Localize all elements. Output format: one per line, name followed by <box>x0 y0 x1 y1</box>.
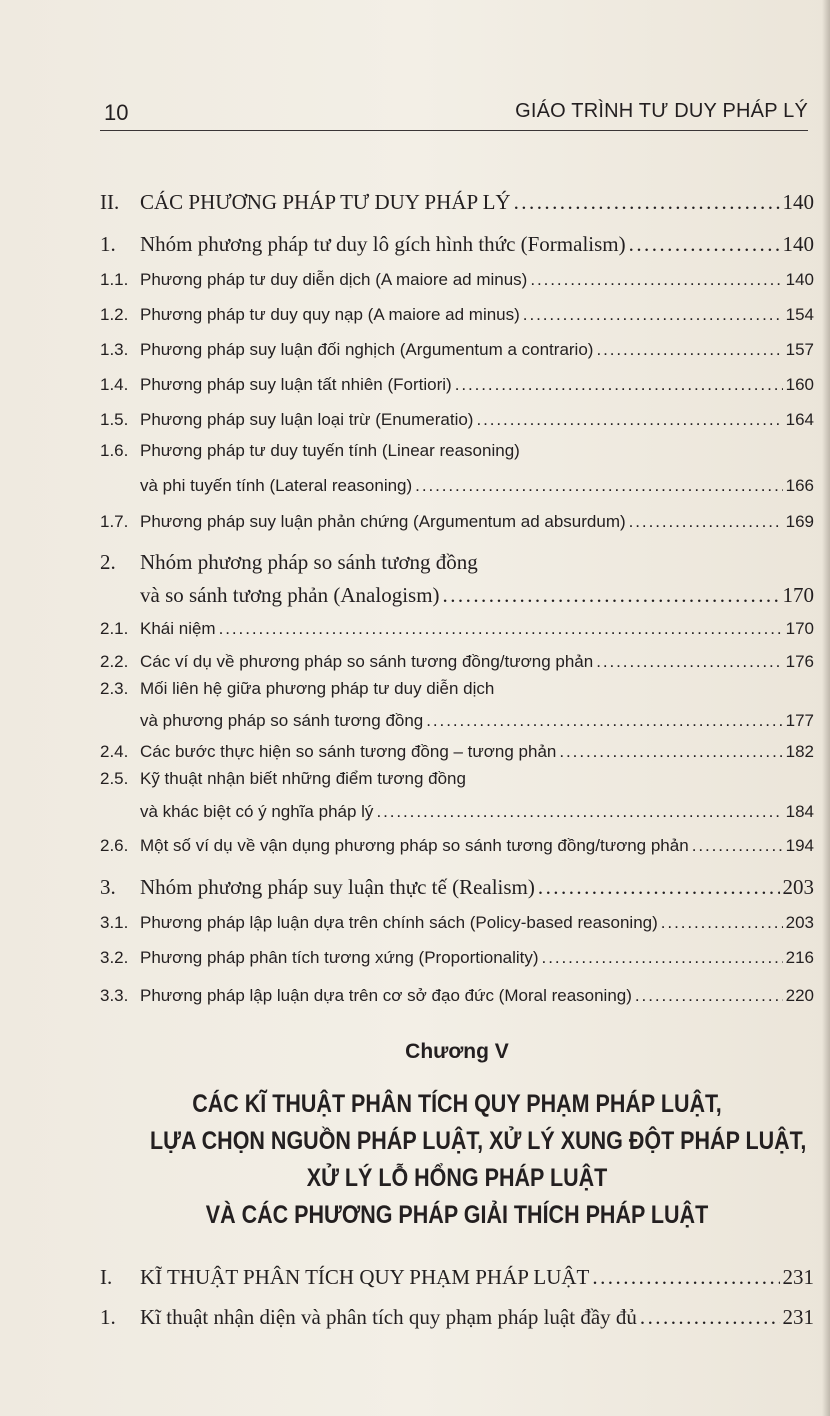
toc-title: Nhóm phương pháp so sánh tương đồng <box>140 550 478 574</box>
toc-entry-first-line[interactable] <box>100 441 520 461</box>
toc-leader <box>219 619 783 639</box>
toc-entry[interactable] <box>100 944 814 968</box>
toc-number: 1. <box>100 232 116 256</box>
toc-number: 2. <box>100 550 116 574</box>
toc-number: 2.5. <box>100 769 129 788</box>
toc-number: 1.3. <box>100 340 129 359</box>
toc-number: 3.3. <box>100 986 129 1005</box>
toc-leader <box>443 583 780 608</box>
toc-page: 220 <box>785 986 814 1005</box>
toc-entry[interactable] <box>100 406 814 430</box>
toc-leader <box>661 913 783 933</box>
toc-page: 164 <box>785 410 814 429</box>
toc-title: Phương pháp suy luận phản chứng (Argumentum ad absurdum) <box>140 512 626 531</box>
toc-title: Các bước thực hiện so sánh tương đồng – tương phản <box>140 742 557 761</box>
toc-title: Nhóm phương pháp suy luận thực tế (Realism) <box>140 875 535 899</box>
toc-number: 2.1. <box>100 619 129 638</box>
toc-number: 3. <box>100 875 116 899</box>
toc-title: Phương pháp lập luận dựa trên chính sách (Policy-based reasoning) <box>140 913 658 932</box>
toc-page: 231 <box>782 1305 814 1329</box>
toc-leader <box>530 270 782 290</box>
toc-number: 2.3. <box>100 679 129 698</box>
toc-entry[interactable] <box>100 371 814 395</box>
toc-number: 1.5. <box>100 410 129 429</box>
toc-entry[interactable] <box>100 301 814 325</box>
toc-page: 170 <box>785 619 814 638</box>
toc-entry[interactable] <box>100 229 814 257</box>
toc-entry[interactable] <box>100 832 814 856</box>
toc-title-continued: và so sánh tương phản (Analogism) <box>140 583 440 607</box>
toc-leader <box>629 512 783 532</box>
toc-number: 1. <box>100 1305 116 1329</box>
chapter-title-line: LỰA CHỌN NGUỒN PHÁP LUẬT, XỬ LÝ XUNG ĐỘT PHÁP LUẬT, <box>149 1127 807 1155</box>
toc-leader <box>542 948 783 968</box>
toc-entry-first-line[interactable] <box>100 679 494 699</box>
toc-entry[interactable] <box>100 909 814 933</box>
toc-leader <box>596 652 782 672</box>
toc-title: Phương pháp phân tích tương xứng (Proportionality) <box>140 948 539 967</box>
toc-title: Phương pháp tư duy tuyến tính (Linear reasoning) <box>140 441 520 460</box>
toc-title: Nhóm phương pháp tư duy lô gích hình thức (Formalism) <box>140 232 626 256</box>
toc-entry[interactable] <box>100 615 814 639</box>
toc-number: II. <box>100 190 120 214</box>
toc-page: 176 <box>785 652 814 671</box>
chapter-title-line: CÁC KĨ THUẬT PHÂN TÍCH QUY PHẠM PHÁP LUẬT, <box>192 1090 722 1118</box>
toc-number: 1.6. <box>100 441 129 460</box>
toc-number: 2.2. <box>100 652 129 671</box>
toc-number: 2.4. <box>100 742 129 761</box>
toc-page: 203 <box>782 875 814 899</box>
toc-entry[interactable] <box>100 336 814 360</box>
toc-leader <box>415 476 782 496</box>
toc-title: Phương pháp suy luận tất nhiên (Fortiori) <box>140 375 452 394</box>
book-spine-shadow <box>822 0 830 1416</box>
toc-page: 140 <box>785 270 814 289</box>
chapter-title-line: XỬ LÝ LỖ HỔNG PHÁP LUẬT <box>306 1164 608 1192</box>
toc-entry[interactable] <box>100 508 814 532</box>
toc-page: 231 <box>782 1265 814 1289</box>
toc-number: 1.7. <box>100 512 129 531</box>
running-title: GIÁO TRÌNH TƯ DUY PHÁP LÝ <box>515 100 808 122</box>
page-header <box>100 98 808 131</box>
toc-page: 166 <box>785 476 814 495</box>
toc-page: 154 <box>785 305 814 324</box>
toc-entry[interactable] <box>100 872 814 900</box>
toc-title: CÁC PHƯƠNG PHÁP TƯ DUY PHÁP LÝ <box>140 190 511 214</box>
toc-title: KĨ THUẬT PHÂN TÍCH QUY PHẠM PHÁP LUẬT <box>140 1265 590 1289</box>
toc-page: 216 <box>785 948 814 967</box>
toc-title: Một số ví dụ về vận dụng phương pháp so sánh tương đồng/tương phản <box>140 836 689 855</box>
toc-leader <box>523 305 783 325</box>
toc-page: 140 <box>782 190 814 214</box>
toc-page: 170 <box>782 583 814 607</box>
toc-title-continued: và phương pháp so sánh tương đồng <box>140 711 424 730</box>
chapter-title <box>149 1086 807 1234</box>
toc-entry[interactable] <box>100 266 814 290</box>
toc-number: 3.1. <box>100 913 129 932</box>
toc-title: Phương pháp suy luận đối nghịch (Argumentum a contrario) <box>140 340 594 359</box>
toc-leader <box>596 340 782 360</box>
toc-page: 177 <box>785 711 814 730</box>
toc-number: 1.4. <box>100 375 129 394</box>
toc-title: Phương pháp lập luận dựa trên cơ sở đạo đức (Moral reasoning) <box>140 986 632 1005</box>
toc-entry[interactable] <box>100 472 814 496</box>
toc-title-continued: và khác biệt có ý nghĩa pháp lý <box>140 802 374 821</box>
toc-page: 182 <box>785 742 814 761</box>
toc-entry[interactable] <box>100 187 814 215</box>
toc-leader <box>592 1265 779 1290</box>
toc-title: Kĩ thuật nhận diện và phân tích quy phạm pháp luật đầy đủ <box>140 1305 637 1329</box>
toc-page: 160 <box>785 375 814 394</box>
toc-page: 169 <box>785 512 814 531</box>
toc-entry[interactable] <box>100 707 814 731</box>
page-number: 10 <box>104 100 129 125</box>
toc-leader <box>629 232 780 257</box>
toc-entry[interactable] <box>100 648 814 672</box>
toc-title: Phương pháp tư duy quy nạp (A maiore ad minus) <box>140 305 520 324</box>
toc-title: Các ví dụ về phương pháp so sánh tương đồng/tương phản <box>140 652 594 671</box>
toc-title: Kỹ thuật nhận biết những điểm tương đồng <box>140 769 466 788</box>
toc-leader <box>538 875 780 900</box>
toc-entry-first-line[interactable] <box>100 769 466 789</box>
toc-title: Phương pháp suy luận loại trừ (Enumeratio) <box>140 410 474 429</box>
toc-leader <box>640 1305 780 1330</box>
toc-title: Khái niệm <box>140 619 216 638</box>
toc-entry[interactable] <box>100 982 814 1006</box>
chapter-label: Chương V <box>405 1040 509 1063</box>
toc-page: 194 <box>785 836 814 855</box>
toc-leader <box>559 742 782 762</box>
toc-leader <box>426 711 782 731</box>
toc-page: 157 <box>785 340 814 359</box>
toc-entry[interactable] <box>100 580 814 608</box>
toc-page: 184 <box>785 802 814 821</box>
toc-title-continued: và phi tuyến tính (Lateral reasoning) <box>140 476 413 495</box>
toc-title: Mối liên hệ giữa phương pháp tư duy diễn dịch <box>140 679 495 698</box>
toc-entry[interactable] <box>100 1302 814 1330</box>
toc-number: 2.6. <box>100 836 129 855</box>
toc-entry[interactable] <box>100 1262 814 1290</box>
toc-leader <box>376 802 782 822</box>
chapter-title-line: VÀ CÁC PHƯƠNG PHÁP GIẢI THÍCH PHÁP LUẬT <box>205 1201 709 1229</box>
toc-number: 1.1. <box>100 270 129 289</box>
toc-page: 140 <box>782 232 814 256</box>
toc-title: Phương pháp tư duy diễn dịch (A maiore ad minus) <box>140 270 528 289</box>
toc-leader <box>635 986 783 1006</box>
toc-leader <box>692 836 783 856</box>
toc-number: 1.2. <box>100 305 129 324</box>
toc-page: 203 <box>785 913 814 932</box>
toc-leader <box>514 190 780 215</box>
toc-leader <box>476 410 782 430</box>
toc-entry[interactable] <box>100 738 814 762</box>
toc-leader <box>455 375 783 395</box>
toc-entry-first-line[interactable] <box>100 550 478 575</box>
toc-number: I. <box>100 1265 113 1289</box>
toc-entry[interactable] <box>100 798 814 822</box>
toc-number: 3.2. <box>100 948 129 967</box>
